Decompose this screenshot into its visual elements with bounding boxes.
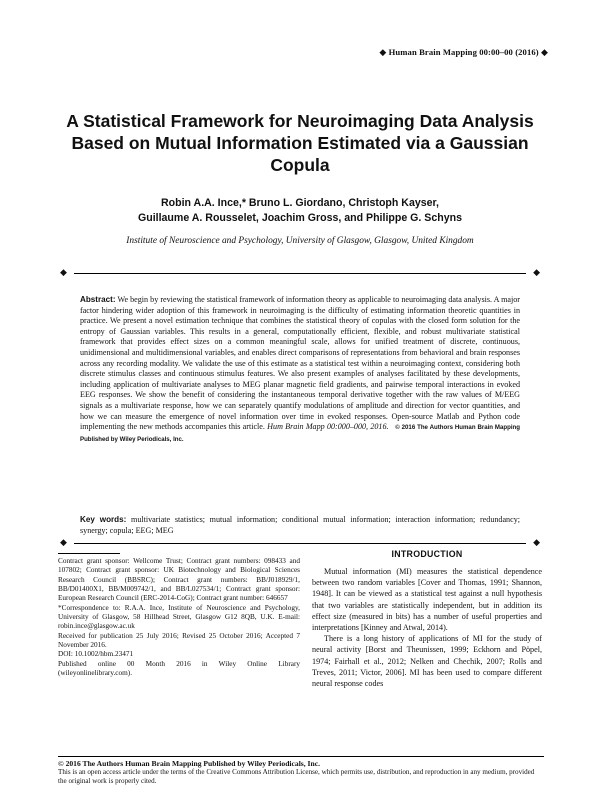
- section-divider: [60, 538, 540, 548]
- diamond-icon: ◆: [533, 267, 540, 277]
- footnote-published: Published online 00 Month 2016 in Wiley Online Library (wileyonlinelibrary.com).: [58, 659, 300, 678]
- paper-title: A Statistical Framework for Neuroimaging Data Analysis Based on Mutual Information Estimated via a Gaussian Copula: [66, 111, 534, 175]
- page-footer: [58, 759, 544, 786]
- footnote-correspondence: *Correspondence to: R.A.A. Ince, Institute of Neuroscience and Psychology, University of Glasgow, 58 Hillhead Street, Glasgow G12 8QB, U.K. E-mail: robin.ince@glasgow.ac.uk: [58, 603, 300, 631]
- abstract-citation: Hum Brain Mapp 00:000–000, 2016.: [267, 422, 389, 432]
- section-divider: [60, 268, 540, 278]
- divider-line: [74, 543, 526, 544]
- intro-paragraph-1: Mutual information (MI) measures the statistical dependence between two random variables [Cover and Thomas, 1991; Shannon, 1948]. It can be viewed as a statistical test against a null hypothesis that two variables are statistically independent, but in addition its effect size (measured in bits) has a number of useful properties and interpretations [Kinney and Atwal, 2014).: [312, 567, 542, 633]
- intro-paragraph-2: There is a long history of applications of MI for the study of neural activity [Borst and Theunissen, 1999; Eckhorn and Pöpel, 1974; Fairhall et al., 2012; Nelken and Chechik, 2007; Rolls and Treves, 2011; Victor, 2006]. MI has been used to compare different neural response codes: [312, 634, 542, 689]
- keywords-label: Key words:: [80, 515, 127, 524]
- author-list: [60, 196, 540, 226]
- divider-line: [74, 273, 526, 274]
- diamond-icon: ◆: [60, 267, 67, 277]
- footnotes: [58, 557, 300, 678]
- affiliation: Institute of Neuroscience and Psychology, University of Glasgow, Glasgow, United Kingdom: [126, 236, 474, 246]
- abstract-label: Abstract:: [80, 295, 116, 304]
- author-line-1: Robin A.A. Ince,* Bruno L. Giordano, Christoph Kayser,: [160, 197, 439, 209]
- abstract-copyright: © 2016 The Authors Human Brain Mapping Published by Wiley Periodicals, Inc.: [80, 424, 520, 443]
- journal-name: Human Brain Mapping 00:00–00 (2016): [388, 47, 539, 57]
- footnote-received: Received for publication 25 July 2016; Revised 25 October 2016; Accepted 7 November 2016.: [58, 631, 300, 650]
- footnote-grants: Contract grant sponsor: Wellcome Trust; Contract grant numbers: 098433 and 107802; Contract grant sponsor: UK Biotechnology and Biological Sciences Research Council (BBSRC); Contract grant numbers: BB/J018929/1, BB/D01400X1, BB/M009742/1, and BB/L027534/1; Contract grant sponsor: European Research Council (ERC-2014-CoG); Contract grant number: 646657: [58, 557, 300, 603]
- introduction-heading: INTRODUCTION: [391, 549, 463, 559]
- footer-copyright: © 2016 The Authors Human Brain Mapping Published by Wiley Periodicals, Inc.: [58, 759, 321, 768]
- abstract-text: We begin by reviewing the statistical framework of information theory as applicable to neuroimaging data analysis. A major factor hindering wider adoption of this framework in neuroimaging is the difficulty of estimating information theoretic quantities in practice. We present a novel estimation technique that combines the statistical theory of copulas with the closed form solution for the entropy of Gaussian variables. This results in a general, computationally efficient, flexible, and robust multivariate statistical framework that provides effect sizes on a common meaningful scale, allows for unified treatment of discrete, continuous, unidimensional and multidimensional variables, and enables direct comparisons of representations from behavioral and brain responses across any recording modality. We validate the use of this estimate as a statistical test within a neuroimaging context, considering both discrete stimulus classes and continuous stimulus features. We also present examples of analyses facilitated by these developments, including application of multivariate analyses to MEG planar magnetic field gradients, and pairwise temporal interactions in evoked EEG responses. We show the benefit of considering the instantaneous temporal derivative together with the raw values of M/EEG signals as a multivariate response, how we can separately quantify modulations of amplitude and direction for vector quantities, and how we can measure the emergence of novel information over time in evoked responses. Open-source Matlab and Python code implementing the new methods accompanies this article.: [80, 295, 520, 432]
- footnote-rule: [58, 553, 120, 554]
- diamond-icon: ◆: [540, 47, 548, 57]
- footer-license: This is an open access article under the terms of the Creative Commons Attribution License, which permits use, distribution, and reproduction in any medium, provided the original work is properly cited.: [58, 768, 535, 785]
- footer-rule: [58, 756, 544, 757]
- diamond-icon: ◆: [533, 537, 540, 547]
- author-line-2: Guillaume A. Rousselet, Joachim Gross, and Philippe G. Schyns: [138, 212, 462, 224]
- diamond-icon: ◆: [379, 47, 387, 57]
- diamond-icon: ◆: [60, 537, 67, 547]
- keywords: [80, 515, 520, 536]
- footnote-doi: DOI: 10.1002/hbm.23471: [58, 650, 134, 659]
- running-header: [379, 47, 548, 57]
- abstract: [80, 295, 520, 445]
- introduction-body: [312, 566, 542, 689]
- keywords-text: multivariate statistics; mutual information; conditional mutual information; interaction information; redundancy; synergy; copula; EEG; MEG: [80, 515, 520, 535]
